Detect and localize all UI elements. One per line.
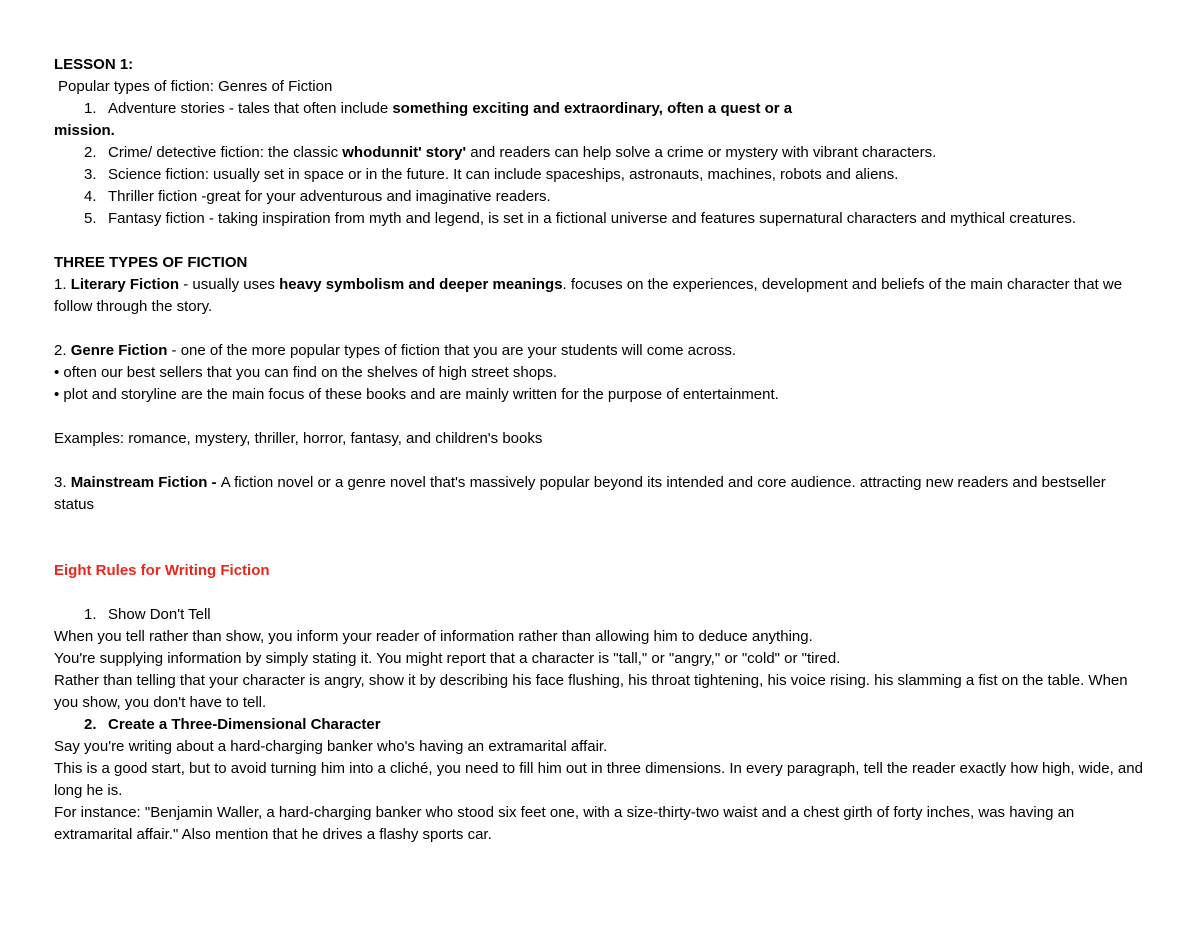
list-item bbox=[54, 142, 1144, 164]
rule-line: When you tell rather than show, you inform your reader of information rather than allowing him to deduce anything. bbox=[54, 628, 813, 645]
list-text: Science fiction: usually set in space or in the future. It can include spaceships, astronauts, machines, robots and aliens. bbox=[108, 166, 899, 183]
bold-text: heavy symbolism and deeper meanings bbox=[279, 276, 563, 293]
list-number: 3. bbox=[84, 166, 97, 183]
item-number: 2. bbox=[54, 342, 71, 359]
list-number: 5. bbox=[84, 210, 97, 227]
paragraph-text: A fiction novel or a genre novel that's massively popular beyond its intended and core audience. attracting new readers and bestseller status bbox=[54, 474, 1106, 513]
rule-number: 1. bbox=[84, 606, 97, 623]
term-name: Literary Fiction bbox=[70, 276, 180, 293]
list-text: Fantasy fiction - taking inspiration from myth and legend, is set in a fictional universe and features supernatural characters and mythical creatures. bbox=[108, 210, 1076, 227]
three-types-heading bbox=[54, 252, 1144, 274]
rule-line: Rather than telling that your character is angry, show it by describing his face flushing, his throat tightening, his voice rising. his slamming a fist on the table. When you show, you don't have to tell. bbox=[54, 672, 1128, 711]
item-number: 1. bbox=[54, 276, 71, 293]
list-bold-text: whodunnit' story' bbox=[342, 144, 467, 161]
list-item bbox=[54, 186, 1144, 208]
item-number: 3. bbox=[54, 474, 71, 491]
list-number: 2. bbox=[84, 144, 97, 161]
lesson-title: LESSON 1: bbox=[54, 56, 134, 73]
rule-item bbox=[54, 604, 1144, 626]
list-item bbox=[54, 208, 1144, 230]
bullet-item: • often our best sellers that you can find on the shelves of high street shops. bbox=[54, 364, 558, 381]
paragraph-text: - one of the more popular types of fiction that you are your students will come across. bbox=[167, 342, 736, 359]
list-item bbox=[54, 98, 1144, 120]
bullet-item: • plot and storyline are the main focus of these books and are mainly written for the purpose of entertainment. bbox=[54, 386, 779, 403]
spacer bbox=[54, 230, 1144, 252]
document-page bbox=[54, 54, 1144, 846]
section-heading: THREE TYPES OF FICTION bbox=[54, 254, 248, 271]
list-number: 4. bbox=[84, 188, 97, 205]
genres-list bbox=[54, 98, 1144, 230]
spacer bbox=[54, 406, 1144, 428]
list-continuation bbox=[54, 120, 1144, 142]
mainstream-fiction-paragraph bbox=[54, 472, 1144, 516]
lesson-subtitle: Popular types of fiction: Genres of Fiction bbox=[58, 78, 333, 95]
list-number: 1. bbox=[84, 100, 97, 117]
spacer bbox=[54, 516, 1144, 560]
rule-line: For instance: "Benjamin Waller, a hard-charging banker who stood six feet one, with a size-thirty-two waist and a chest girth of forty inches, was having an extramarital affair." Also mention that he drives a flashy sports car. bbox=[54, 804, 1075, 843]
rule-line: This is a good start, but to avoid turning him into a cliché, you need to fill him out in three dimensions. In every paragraph, tell the reader exactly how high, wide, and long he is. bbox=[54, 760, 1143, 799]
list-text: Thriller fiction -great for your adventurous and imaginative readers. bbox=[108, 188, 551, 205]
eight-rules-heading: Eight Rules for Writing Fiction bbox=[54, 562, 270, 579]
genre-fiction-paragraph bbox=[54, 340, 1144, 362]
list-bold-text: something exciting and extraordinary, often a quest or a bbox=[392, 100, 793, 117]
rule-item bbox=[54, 714, 1144, 736]
paragraph-text: . focuses on the experiences, development and beliefs of the main character that we follow through the story. bbox=[54, 276, 1123, 315]
list-text: and readers can help solve a crime or mystery with vibrant characters. bbox=[466, 144, 937, 161]
spacer bbox=[54, 450, 1144, 472]
term-name: Genre Fiction bbox=[70, 342, 168, 359]
term-name: Mainstream Fiction - bbox=[70, 474, 221, 491]
list-text: Adventure stories - tales that often include bbox=[108, 100, 393, 117]
paragraph-text: - usually uses bbox=[179, 276, 280, 293]
rule-line: You're supplying information by simply stating it. You might report that a character is "tall," or "angry," or "cold" or "tired. bbox=[54, 650, 841, 667]
literary-fiction-paragraph bbox=[54, 274, 1144, 318]
rule-number: 2. bbox=[84, 716, 97, 733]
examples-line: Examples: romance, mystery, thriller, horror, fantasy, and children's books bbox=[54, 430, 543, 447]
spacer bbox=[54, 582, 1144, 604]
list-text: Crime/ detective fiction: the classic bbox=[108, 144, 343, 161]
rule-title: Show Don't Tell bbox=[108, 606, 211, 623]
spacer bbox=[54, 318, 1144, 340]
rule-line: Say you're writing about a hard-charging banker who's having an extramarital affair. bbox=[54, 738, 608, 755]
list-item bbox=[54, 164, 1144, 186]
list-bold-text: mission. bbox=[54, 122, 115, 139]
rule-title: Create a Three-Dimensional Character bbox=[108, 716, 381, 733]
